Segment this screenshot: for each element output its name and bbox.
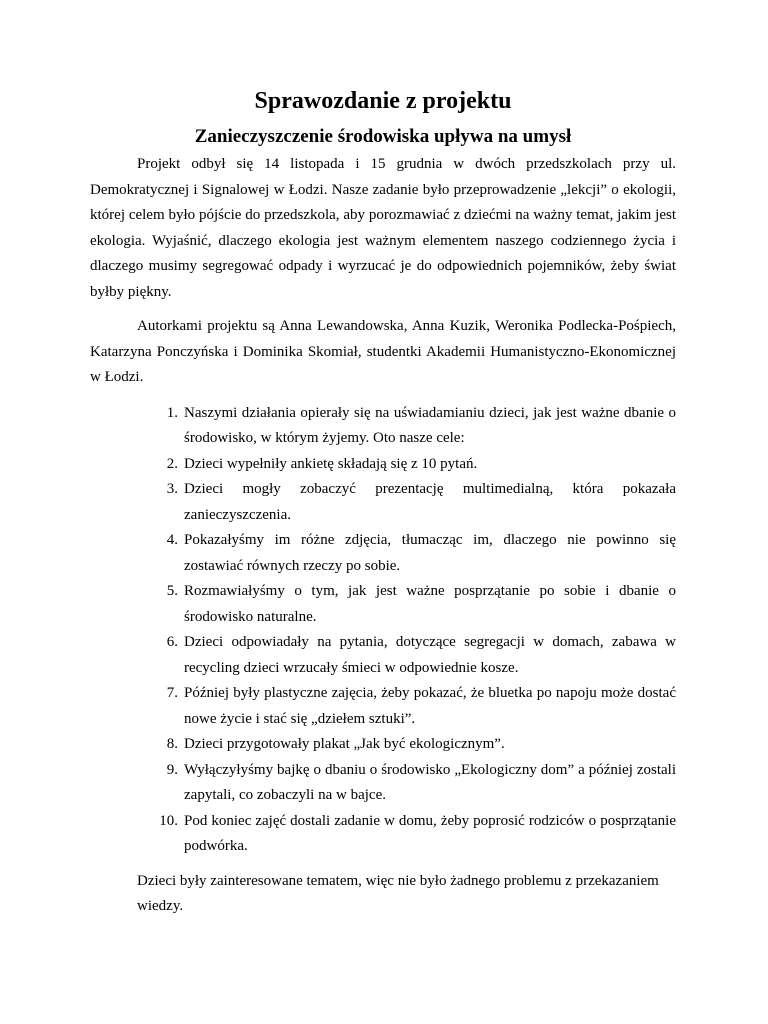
list-item: [90, 452, 676, 478]
list-item: [90, 758, 676, 809]
activities-list: [90, 401, 676, 860]
list-item-number: 8.: [166, 736, 178, 752]
list-item: [90, 579, 676, 630]
list-item-number: 10.: [159, 812, 178, 829]
list-item-text: Dzieci odpowiadały na pytania, dotyczące segregacji w domach, zabawa w recycling dzieci wrzucały śmieci w odpowiednie kosze.: [184, 634, 676, 676]
list-item: [90, 809, 676, 860]
list-item-text: Później były plastyczne zajęcia, żeby pokazać, że bluetka po napoju może dostać nowe życie i stać się „dziełem sztuki”.: [184, 685, 676, 727]
document-page: [90, 86, 676, 920]
list-item-text: Dzieci przygotowały plakat „Jak być ekologicznym”.: [184, 736, 505, 752]
document-subtitle: Zanieczyszczenie środowiska upływa na umysł: [194, 126, 572, 147]
paragraph-intro: Projekt odbył się 14 listopada i 15 grudnia w dwóch przedszkolach przy ul. Demokratycznej i Signalowej w Łodzi. Nasze zadanie było przeprowadzenie „lekcji” o ekologii, której celem było pójście do przedszkola, aby porozmawiać z dziećmi na ważny temat, jakim jest ekologia. Wyjaśnić, dlaczego ekologia jest ważnym elementem naszego codziennego życia i dlaczego musimy segregować odpady i wyrzucać je do odpowiednich pojemników, żeby świat byłby piękny.: [90, 156, 676, 300]
list-item-number: 4.: [166, 532, 178, 548]
list-item-text: Rozmawiałyśmy o tym, jak jest ważne posprzątanie po sobie i dbanie o środowisko naturalne.: [184, 583, 676, 625]
list-item-text: Naszymi działania opierały się na uświadamianiu dzieci, jak jest ważne dbanie o środowisko, w którym żyjemy. Oto nasze cele:: [184, 404, 676, 446]
list-item-number: 6.: [166, 634, 178, 650]
paragraph-conclusion: Dzieci były zainteresowane tematem, więc nie było żadnego problemu z przekazaniem wiedzy.: [137, 872, 659, 914]
list-item: [90, 477, 676, 528]
list-item: [90, 630, 676, 681]
list-item-number: 1.: [166, 404, 178, 421]
paragraph-authors: Autorkami projektu są Anna Lewandowska, Anna Kuzik, Weronika Podlecka-Pośpiech, Katarzyna Ponczyńska i Dominika Skomiał, studentki Akademii Humanistyczno-Ekonomicznej w Łodzi.: [90, 318, 676, 385]
list-item: [90, 732, 676, 758]
list-item-number: 2.: [166, 455, 178, 472]
list-item: [90, 528, 676, 579]
list-item: [90, 401, 676, 452]
document-title: Sprawozdanie z projektu: [254, 88, 512, 114]
list-item-text: Wyłączyłyśmy bajkę o dbaniu o środowisko „Ekologiczny dom” a później zostali zapytali, co zobaczyli na w bajce.: [184, 761, 676, 803]
list-item: [90, 681, 676, 732]
list-item-text: Pod koniec zajęć dostali zadanie w domu, żeby poprosić rodziców o posprzątanie podwórka.: [184, 812, 676, 854]
list-item-text: Dzieci wypełniły ankietę składają się z 10 pytań.: [184, 455, 478, 472]
list-item-number: 9.: [166, 761, 178, 778]
list-item-text: Pokazałyśmy im różne zdjęcia, tłumacząc im, dlaczego nie powinno się zostawiać równych rzeczy po sobie.: [184, 532, 676, 574]
list-item-number: 3.: [166, 481, 178, 497]
list-item-text: Dzieci mogły zobaczyć prezentację multimedialną, która pokazała zanieczyszczenia.: [184, 481, 676, 523]
list-item-number: 7.: [166, 685, 178, 701]
list-item-number: 5.: [166, 583, 178, 599]
